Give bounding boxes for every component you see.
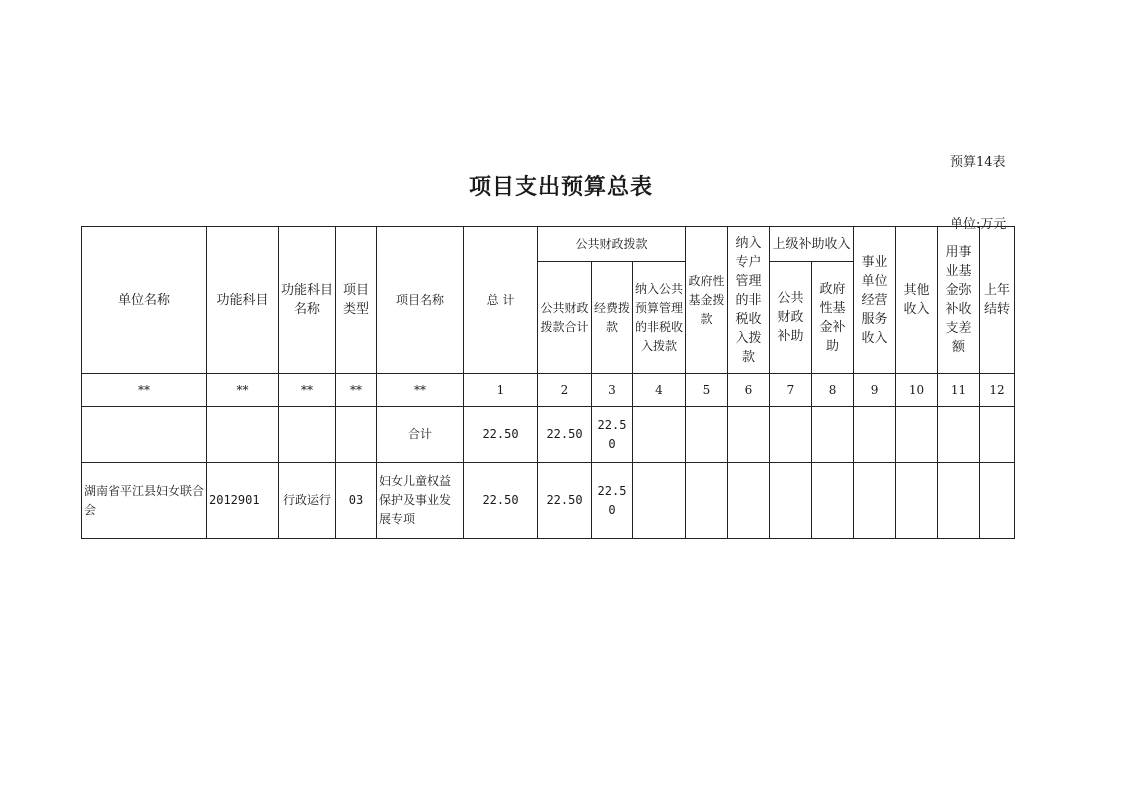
header-public-finance: 公共财政拨款 (538, 227, 686, 262)
row-unit-name: 湖南省平江县妇女联合会 (82, 463, 207, 539)
index-cell: 3 (592, 374, 633, 407)
subtotal-total: 22.50 (464, 407, 538, 463)
index-cell: ** (207, 374, 279, 407)
page-title: 项目支出预算总表 (468, 174, 653, 200)
header-other-income: 其他收入 (896, 227, 938, 374)
row-func-code: 2012901 (207, 463, 279, 539)
row-project-type: 03 (336, 463, 377, 539)
index-cell: 4 (633, 374, 686, 407)
row-fund-allocation: 22.50 (592, 463, 633, 539)
header-func-subject-name: 功能科目名称 (279, 227, 336, 374)
index-cell: 8 (812, 374, 854, 407)
subtotal-public-finance-total: 22.50 (538, 407, 592, 463)
header-project-type: 项目类型 (336, 227, 377, 374)
index-row (82, 374, 1015, 407)
header-project-name: 项目名称 (377, 227, 464, 374)
form-number: 预算14表 (950, 155, 1006, 170)
subtotal-row (82, 407, 1015, 463)
index-cell: 5 (686, 374, 728, 407)
subtotal-label: 合计 (377, 407, 464, 463)
header-superior-subsidy: 上级补助收入 (770, 227, 854, 262)
header-total: 总 计 (464, 227, 538, 374)
index-cell: 7 (770, 374, 812, 407)
header-unit-name: 单位名称 (82, 227, 207, 374)
header-fund-allocation: 经费拨款 (592, 262, 633, 374)
index-cell: ** (377, 374, 464, 407)
header-public-finance-subsidy: 公共财政补助 (770, 262, 812, 374)
index-cell: 10 (896, 374, 938, 407)
index-cell: ** (279, 374, 336, 407)
row-project-name: 妇女儿童权益保护及事业发展专项 (377, 463, 464, 539)
header-special-non-tax: 纳入专户管理的非税收入拨款 (728, 227, 770, 374)
header-business-income: 事业单位经营服务收入 (854, 227, 896, 374)
header-func-subject: 功能科目 (207, 227, 279, 374)
index-cell: 6 (728, 374, 770, 407)
index-cell: ** (82, 374, 207, 407)
index-cell: 12 (980, 374, 1015, 407)
header-public-finance-total: 公共财政拨款合计 (538, 262, 592, 374)
index-cell: 11 (938, 374, 980, 407)
index-cell: ** (336, 374, 377, 407)
header-fund-makeup: 用事业基金弥补收支差额 (938, 227, 980, 374)
header-gov-fund-subsidy: 政府性基金补助 (812, 262, 854, 374)
header-non-tax-budget: 纳入公共预算管理的非税收入拨款 (633, 262, 686, 374)
unit-label: 单位:万元 (950, 217, 1007, 232)
subtotal-fund-allocation: 22.50 (592, 407, 633, 463)
row-total: 22.50 (464, 463, 538, 539)
header-gov-fund: 政府性基金拨款 (686, 227, 728, 374)
row-public-finance-total: 22.50 (538, 463, 592, 539)
index-cell: 2 (538, 374, 592, 407)
index-cell: 1 (464, 374, 538, 407)
row-func-name: 行政运行 (279, 463, 336, 539)
header-carryover: 上年结转 (980, 227, 1015, 374)
budget-table (81, 226, 1015, 539)
table-row (82, 463, 1015, 539)
index-cell: 9 (854, 374, 896, 407)
